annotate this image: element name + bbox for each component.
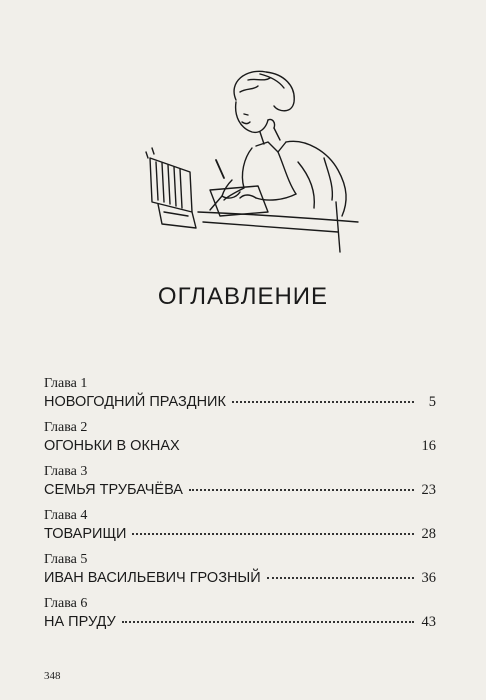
chapter-label: Глава 1 <box>44 376 88 391</box>
dot-leader <box>232 400 414 403</box>
chapter-page-number: 5 <box>428 394 436 410</box>
chapter-name: НОВОГОДНИЙ ПРАЗДНИК <box>44 394 226 410</box>
toc-entry[interactable] <box>44 464 436 508</box>
table-of-contents-title: ОГЛАВЛЕНИЕ <box>157 283 329 310</box>
dot-leader <box>189 488 414 491</box>
chapter-name: ТОВАРИЩИ <box>44 526 127 542</box>
table-of-contents <box>44 376 436 640</box>
boy-writing-illustration <box>128 62 364 258</box>
chapter-label: Глава 6 <box>44 596 88 611</box>
chapter-label: Глава 5 <box>44 552 88 567</box>
chapter-label: Глава 3 <box>44 464 88 479</box>
dot-leader <box>122 620 414 623</box>
chapter-name: НА ПРУДУ <box>44 614 116 630</box>
chapter-name: ИВАН ВАСИЛЬЕВИЧ ГРОЗНЫЙ <box>44 570 261 586</box>
dot-leader <box>186 446 414 447</box>
toc-entry[interactable] <box>44 596 436 640</box>
chapter-name: СЕМЬЯ ТРУБАЧЁВА <box>44 482 183 498</box>
chapter-page-number: 16 <box>421 438 436 454</box>
chapter-page-number: 28 <box>421 526 436 542</box>
chapter-label: Глава 4 <box>44 508 88 523</box>
toc-entry[interactable] <box>44 376 436 420</box>
chapter-page-number: 36 <box>421 570 436 586</box>
chapter-page-number: 23 <box>421 482 436 498</box>
chapter-label: Глава 2 <box>44 420 88 435</box>
toc-entry[interactable] <box>44 420 436 464</box>
toc-entry[interactable] <box>44 552 436 596</box>
chapter-page-number: 43 <box>421 614 436 630</box>
page-number: 348 <box>44 670 61 682</box>
dot-leader <box>132 532 414 535</box>
toc-entry[interactable] <box>44 508 436 552</box>
dot-leader <box>267 576 414 579</box>
chapter-name: ОГОНЬКИ В ОКНАХ <box>44 438 180 454</box>
